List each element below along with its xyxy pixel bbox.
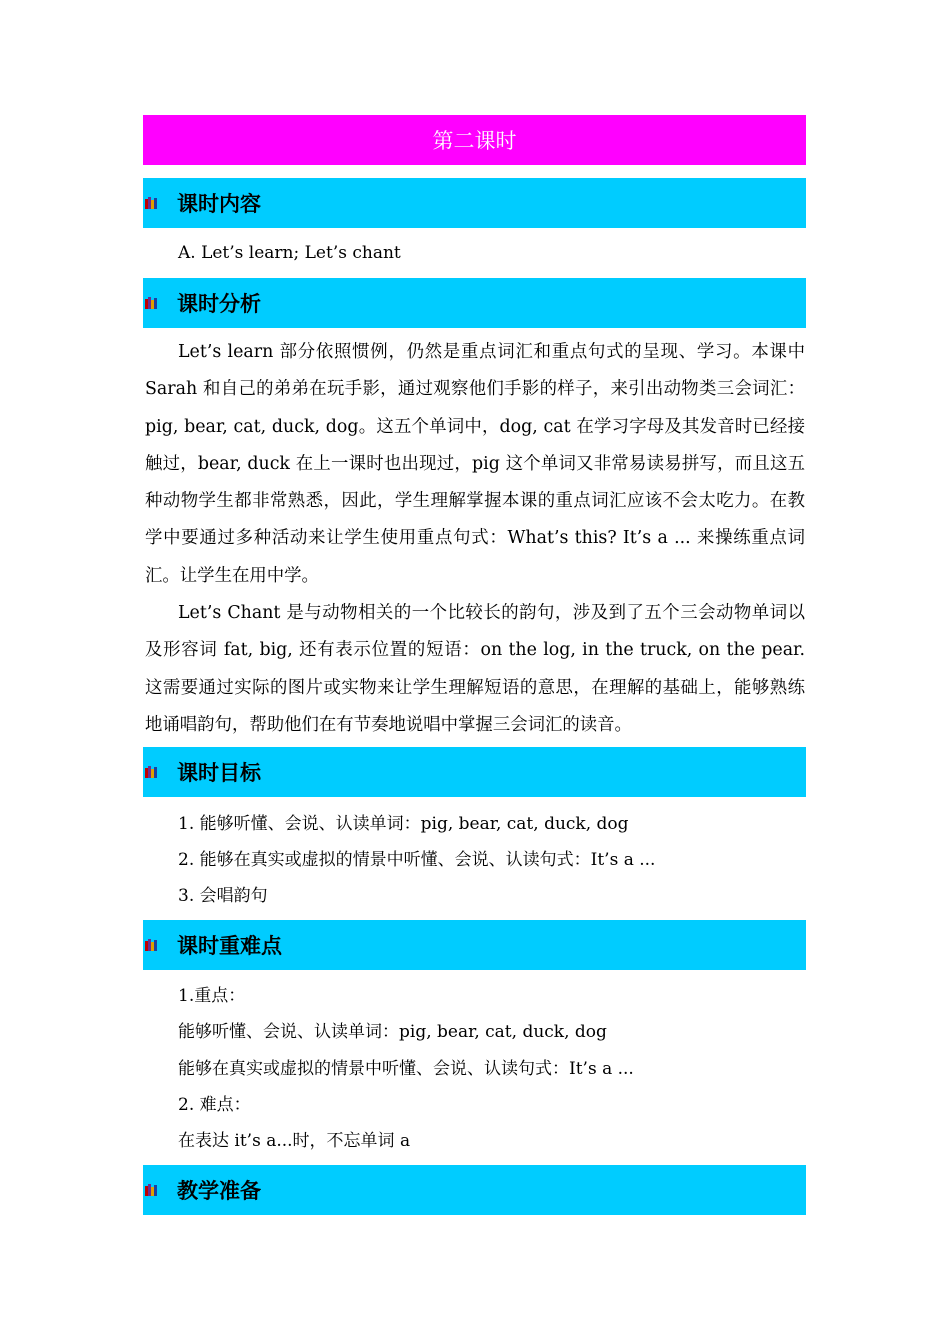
- book-stack-icon: [145, 196, 159, 210]
- keypoint-line: 能够在真实或虚拟的情景中听懂、会说、认读句式：It’s a ...: [178, 1059, 634, 1079]
- book-stack-icon: [145, 765, 159, 779]
- section-header-prep: [143, 1165, 806, 1215]
- goal-item: 1. 能够听懂、会说、认读单词：pig, bear, cat, duck, dog: [178, 814, 629, 834]
- analysis-paragraph-1: Let’s learn 部分依照惯例，仍然是重点词汇和重点句式的呈现、学习。本课中 Sarah 和自己的弟弟在玩手影，通过观察他们手影的样子，来引出动物类三会词汇：pig, bear, cat, duck, dog。这五个单词中，dog, cat 在学习字母及其发音时已经接触过，bear, duck 在上一课时也出现过，pig 这个单词又非常易读易拼写，而且这五种动物学生都非常熟悉，因此，学生理解掌握本课的重点词汇应该不会太吃力。在教学中要通过多种活动来让学生使用重点句式：What’s this? It’s a ... 来操练重点词汇。让学生在用中学。: [145, 342, 805, 586]
- content-line: A. Let’s learn; Let’s chant: [178, 243, 401, 263]
- analysis-paragraph-2: Let’s Chant 是与动物相关的一个比较长的韵句，涉及到了五个三会动物单词以及形容词 fat, big, 还有表示位置的短语：on the log, in the truck, on the pear. 这需要通过实际的图片或实物来让学生理解短语的意思，在理解的基础上，能够熟练地诵唱韵句，帮助他们在有节奏地说唱中掌握三会词汇的读音。: [145, 603, 805, 735]
- section-title: 教学准备: [177, 1179, 261, 1203]
- book-stack-icon: [145, 1183, 159, 1197]
- book-stack-icon: [145, 296, 159, 310]
- section-header-keypoints: [143, 920, 806, 970]
- section-header-content: [143, 178, 806, 228]
- keypoint-line: 2. 难点：: [178, 1095, 251, 1115]
- goal-item: 3. 会唱韵句: [178, 886, 268, 906]
- section-header-goals: [143, 747, 806, 797]
- page-title: 第二课时: [143, 115, 806, 165]
- section-title: 课时内容: [177, 192, 261, 216]
- keypoint-line: 1.重点：: [178, 986, 246, 1006]
- section-title: 课时重难点: [177, 934, 282, 958]
- section-header-analysis: [143, 278, 806, 328]
- section-title: 课时分析: [177, 292, 261, 316]
- section-title: 课时目标: [177, 761, 261, 785]
- book-stack-icon: [145, 938, 159, 952]
- goal-item: 2. 能够在真实或虚拟的情景中听懂、会说、认读句式：It’s a ...: [178, 850, 656, 870]
- keypoint-line: 能够听懂、会说、认读单词：pig, bear, cat, duck, dog: [178, 1022, 607, 1042]
- keypoint-line: 在表达 it’s a...时，不忘单词 a: [178, 1131, 411, 1151]
